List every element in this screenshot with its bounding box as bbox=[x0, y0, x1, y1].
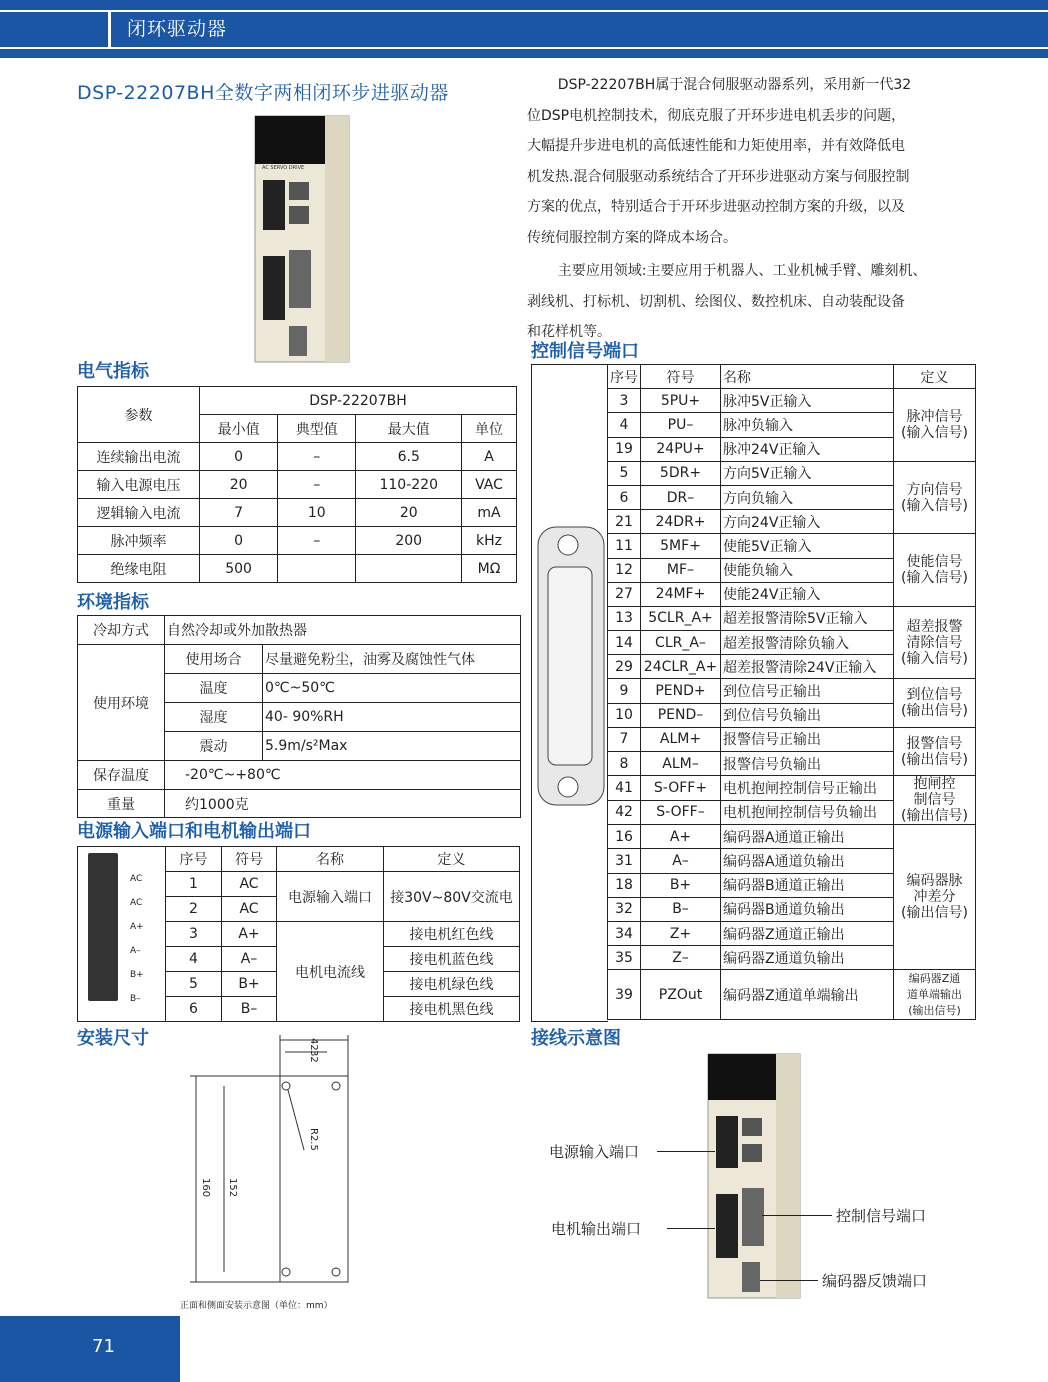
env-key: 温度 bbox=[165, 674, 263, 703]
cell: B– bbox=[641, 897, 721, 921]
table-row bbox=[608, 825, 976, 849]
group-definition: 方向信号 (输入信号) bbox=[894, 461, 976, 534]
electrical-table bbox=[77, 386, 517, 583]
cell: 方向负输入 bbox=[721, 485, 894, 509]
environment-heading: 环境指标 bbox=[77, 592, 149, 613]
def-power: 接30V~80V交流电 bbox=[384, 872, 520, 922]
terminal-label: A– bbox=[130, 946, 141, 956]
table-row bbox=[608, 534, 976, 558]
cell: 24CLR_A+ bbox=[641, 655, 721, 679]
table-row bbox=[78, 471, 517, 499]
param-label: 参数 bbox=[78, 387, 200, 443]
col-header: 最大值 bbox=[356, 415, 462, 443]
dim-w1: 42 bbox=[308, 1038, 319, 1051]
cell: 24PU+ bbox=[641, 437, 721, 461]
product-image bbox=[253, 114, 351, 364]
electrical-heading: 电气指标 bbox=[77, 361, 149, 382]
label-power-in: 电源输入端口 bbox=[549, 1143, 640, 1161]
table-row bbox=[608, 776, 976, 801]
desc-line: 机发热.混合伺服驱动系统结合了开环步进驱动方案与伺服控制 bbox=[527, 168, 910, 185]
cell: 使能24V正输入 bbox=[721, 582, 894, 606]
cell: 编码器B通道负输出 bbox=[721, 897, 894, 921]
label-motor-out: 电机输出端口 bbox=[551, 1220, 642, 1238]
name-power: 电源输入端口 bbox=[277, 872, 384, 922]
col-header: 名称 bbox=[721, 365, 894, 389]
use-env-label: 使用环境 bbox=[78, 645, 165, 761]
desc-line: 和花样机等。 bbox=[527, 324, 611, 340]
table-row bbox=[78, 555, 517, 583]
cell: 编码器Z通道单端输出 bbox=[721, 970, 894, 1020]
env-key: 湿度 bbox=[165, 703, 263, 732]
table-row bbox=[608, 606, 976, 630]
power-table bbox=[77, 846, 520, 1022]
cell: 5CLR_A+ bbox=[641, 606, 721, 630]
cell: 5 bbox=[608, 461, 641, 485]
col-header: 最小值 bbox=[200, 415, 278, 443]
cell: 0 bbox=[200, 443, 278, 471]
cell: 8 bbox=[608, 752, 641, 776]
db44-connector-image bbox=[531, 364, 608, 1022]
cell: 12 bbox=[608, 558, 641, 582]
cell: 编码器Z通道负输出 bbox=[721, 946, 894, 970]
table-row bbox=[608, 389, 976, 413]
group-definition: 抱闸控 制信号 (输出信号) bbox=[894, 776, 976, 825]
cell: 31 bbox=[608, 849, 641, 873]
cell: 接电机黑色线 bbox=[384, 997, 520, 1022]
cell: 报警信号正输出 bbox=[721, 727, 894, 751]
desc-line: 剥线机、打标机、切割机、绘图仪、数控机床、自动装配设备 bbox=[527, 293, 905, 310]
header-bar bbox=[0, 0, 1048, 58]
env-value: 0℃~50℃ bbox=[263, 674, 521, 703]
desc-line: DSP-22207BH属于混合伺服驱动器系列，采用新一代32 bbox=[557, 77, 912, 93]
group-definition: 编码器Z通 道单端输出 (输出信号) bbox=[894, 970, 976, 1020]
cell: 超差报警清除负输入 bbox=[721, 631, 894, 655]
dim-h2: 152 bbox=[227, 1178, 238, 1198]
install-caption: 正面和侧面安装示意图（单位：mm） bbox=[180, 1301, 333, 1311]
desc-line: 位DSP电机控制技术，彻底克服了开环步进电机丢步的问题， bbox=[527, 107, 906, 124]
table-row bbox=[78, 527, 517, 555]
col-header: 序号 bbox=[166, 847, 222, 872]
cell: 电机抱闸控制信号正输出 bbox=[721, 776, 894, 801]
dim-r: R2.5 bbox=[308, 1128, 319, 1151]
wiring-heading: 接线示意图 bbox=[531, 1028, 621, 1049]
col-header: 符号 bbox=[641, 365, 721, 389]
cell: 500 bbox=[200, 555, 278, 583]
cell: 编码器Z通道正输出 bbox=[721, 921, 894, 945]
row-name: 连续输出电流 bbox=[78, 443, 200, 471]
weight-value: 约1000克 bbox=[165, 790, 521, 818]
terminal-label: B– bbox=[130, 994, 141, 1004]
cell: 13 bbox=[608, 606, 641, 630]
cell: 脉冲5V正输入 bbox=[721, 389, 894, 413]
col-header: 符号 bbox=[222, 847, 277, 872]
cell: A– bbox=[222, 947, 277, 972]
row-name: 输入电源电压 bbox=[78, 471, 200, 499]
desc-line: 主要应用领域:主要应用于机器人、工业机械手臂、雕刻机、 bbox=[557, 263, 927, 279]
group-definition: 脉冲信号 (输入信号) bbox=[894, 389, 976, 462]
group-definition: 超差报警 清除信号 (输入信号) bbox=[894, 606, 976, 679]
desc-line: 大幅提升步进电机的高低速性能和力矩使用率，并有效降低电 bbox=[527, 138, 905, 154]
model-label: DSP-22207BH bbox=[200, 387, 517, 415]
cell: S-OFF+ bbox=[641, 776, 721, 801]
cell: 超差报警清除24V正输入 bbox=[721, 655, 894, 679]
cell: 到位信号正输出 bbox=[721, 679, 894, 703]
cell: B+ bbox=[641, 873, 721, 897]
cell: PEND+ bbox=[641, 679, 721, 703]
weight-label: 重量 bbox=[78, 790, 165, 818]
cell: – bbox=[278, 471, 356, 499]
cell: 报警信号负输出 bbox=[721, 752, 894, 776]
table-row bbox=[608, 727, 976, 751]
cell: 7 bbox=[200, 499, 278, 527]
cell: 200 bbox=[356, 527, 462, 555]
cell: 编码器B通道正输出 bbox=[721, 873, 894, 897]
cell: Z+ bbox=[641, 921, 721, 945]
cell: 接电机红色线 bbox=[384, 922, 520, 947]
group-definition: 报警信号 (输出信号) bbox=[894, 727, 976, 775]
table-row bbox=[608, 679, 976, 703]
cell: 16 bbox=[608, 825, 641, 849]
cell: 5DR+ bbox=[641, 461, 721, 485]
cell: – bbox=[278, 527, 356, 555]
cell: AC bbox=[222, 872, 277, 897]
cell: A bbox=[462, 443, 517, 471]
page-number: 71 bbox=[92, 1336, 115, 1357]
cell: 接电机绿色线 bbox=[384, 972, 520, 997]
cell: MF– bbox=[641, 558, 721, 582]
env-key: 使用场合 bbox=[165, 645, 263, 674]
cell: mA bbox=[462, 499, 517, 527]
row-name: 绝缘电阻 bbox=[78, 555, 200, 583]
description bbox=[527, 70, 992, 348]
cell: 21 bbox=[608, 510, 641, 534]
cell bbox=[356, 555, 462, 583]
table-row bbox=[608, 461, 976, 485]
col-header: 单位 bbox=[462, 415, 517, 443]
cell: 5MF+ bbox=[641, 534, 721, 558]
cell: 27 bbox=[608, 582, 641, 606]
row-name: 脉冲频率 bbox=[78, 527, 200, 555]
storage-label: 保存温度 bbox=[78, 761, 165, 790]
group-definition: 使能信号 (输入信号) bbox=[894, 534, 976, 607]
cell: ALM– bbox=[641, 752, 721, 776]
cell: 6.5 bbox=[356, 443, 462, 471]
cell: 接电机蓝色线 bbox=[384, 947, 520, 972]
cell: 39 bbox=[608, 970, 641, 1020]
cell: 超差报警清除5V正输入 bbox=[721, 606, 894, 630]
cell: 3 bbox=[166, 922, 222, 947]
terminal-label: B+ bbox=[130, 970, 144, 980]
terminal-label: AC bbox=[130, 898, 143, 908]
cell: 2 bbox=[166, 897, 222, 922]
env-value: 5.9m/s²Max bbox=[263, 732, 521, 761]
install-drawing bbox=[180, 1030, 380, 1310]
env-value: 40- 90%RH bbox=[263, 703, 521, 732]
col-header: 典型值 bbox=[278, 415, 356, 443]
control-heading: 控制信号端口 bbox=[531, 341, 639, 362]
cell: 10 bbox=[608, 703, 641, 727]
cell: 18 bbox=[608, 873, 641, 897]
label-encoder: 编码器反馈端口 bbox=[822, 1272, 928, 1290]
cell: Z– bbox=[641, 946, 721, 970]
cell: PZOut bbox=[641, 970, 721, 1020]
col-header: 名称 bbox=[277, 847, 384, 872]
col-header: 序号 bbox=[608, 365, 641, 389]
storage-value: -20℃~+80℃ bbox=[165, 761, 521, 790]
terminal-block bbox=[78, 847, 166, 1022]
cell: CLR_A– bbox=[641, 631, 721, 655]
environment-table bbox=[77, 615, 521, 818]
cell: B+ bbox=[222, 972, 277, 997]
table-row bbox=[78, 499, 517, 527]
cell: 6 bbox=[166, 997, 222, 1022]
power-heading: 电源输入端口和电机输出端口 bbox=[77, 821, 311, 842]
dim-w2: 32 bbox=[308, 1050, 319, 1063]
cell: – bbox=[278, 443, 356, 471]
group-definition: 到位信号 (输出信号) bbox=[894, 679, 976, 727]
cell: A+ bbox=[641, 825, 721, 849]
cell: AC bbox=[222, 897, 277, 922]
cell: B– bbox=[222, 997, 277, 1022]
cell: MΩ bbox=[462, 555, 517, 583]
cell: 24MF+ bbox=[641, 582, 721, 606]
cell: PU– bbox=[641, 413, 721, 437]
table-row bbox=[78, 443, 517, 471]
cell: 方向24V正输入 bbox=[721, 510, 894, 534]
cell: 电机抱闸控制信号负输出 bbox=[721, 800, 894, 825]
cell: 到位信号负输出 bbox=[721, 703, 894, 727]
cell: 42 bbox=[608, 800, 641, 825]
cooling-label: 冷却方式 bbox=[78, 616, 165, 645]
wiring-device-image bbox=[706, 1052, 802, 1300]
cell: 41 bbox=[608, 776, 641, 801]
name-motor: 电机电流线 bbox=[277, 922, 384, 1022]
cell: 5PU+ bbox=[641, 389, 721, 413]
cell bbox=[278, 555, 356, 583]
cell: 编码器A通道负输出 bbox=[721, 849, 894, 873]
cell: PEND– bbox=[641, 703, 721, 727]
header-title: 闭环驱动器 bbox=[127, 18, 228, 40]
cell: DR– bbox=[641, 485, 721, 509]
cell: A+ bbox=[222, 922, 277, 947]
label-control: 控制信号端口 bbox=[836, 1207, 927, 1225]
cell: 9 bbox=[608, 679, 641, 703]
cell: 5 bbox=[166, 972, 222, 997]
cell: 34 bbox=[608, 921, 641, 945]
cell: 使能负输入 bbox=[721, 558, 894, 582]
control-table bbox=[607, 364, 976, 1020]
cell: 方向5V正输入 bbox=[721, 461, 894, 485]
cell: 11 bbox=[608, 534, 641, 558]
cooling-value: 自然冷却或外加散热器 bbox=[165, 616, 521, 645]
cell: 6 bbox=[608, 485, 641, 509]
product-title: DSP-22207BH全数字两相闭环步进驱动器 bbox=[77, 82, 449, 104]
env-key: 震动 bbox=[165, 732, 263, 761]
svg-text:AC SERVO DRIVE: AC SERVO DRIVE bbox=[262, 165, 305, 171]
cell: 20 bbox=[356, 499, 462, 527]
cell: 0 bbox=[200, 527, 278, 555]
terminal-label: A+ bbox=[130, 922, 144, 932]
cell: 编码器A通道正输出 bbox=[721, 825, 894, 849]
cell: 19 bbox=[608, 437, 641, 461]
cell: 脉冲24V正输入 bbox=[721, 437, 894, 461]
group-definition: 编码器脉 冲差分 (输出信号) bbox=[894, 825, 976, 970]
table-row bbox=[608, 970, 976, 1020]
cell: 使能5V正输入 bbox=[721, 534, 894, 558]
cell: A– bbox=[641, 849, 721, 873]
col-header: 定义 bbox=[894, 365, 976, 389]
cell: 4 bbox=[166, 947, 222, 972]
cell: 3 bbox=[608, 389, 641, 413]
page-number-block bbox=[0, 1316, 180, 1382]
cell: VAC bbox=[462, 471, 517, 499]
cell: 14 bbox=[608, 631, 641, 655]
cell: 29 bbox=[608, 655, 641, 679]
cell: 35 bbox=[608, 946, 641, 970]
cell: 32 bbox=[608, 897, 641, 921]
cell: S-OFF– bbox=[641, 800, 721, 825]
cell: 7 bbox=[608, 727, 641, 751]
desc-line: 方案的优点，特别适合于开环步进驱动控制方案的升级，以及 bbox=[527, 199, 905, 215]
row-name: 逻辑输入电流 bbox=[78, 499, 200, 527]
cell: 10 bbox=[278, 499, 356, 527]
env-value: 尽量避免粉尘，油雾及腐蚀性气体 bbox=[263, 645, 521, 674]
terminal-label: AC bbox=[130, 874, 143, 884]
col-header: 定义 bbox=[384, 847, 520, 872]
cell: 4 bbox=[608, 413, 641, 437]
cell: kHz bbox=[462, 527, 517, 555]
cell: 脉冲负输入 bbox=[721, 413, 894, 437]
cell: ALM+ bbox=[641, 727, 721, 751]
desc-line: 传统伺服控制方案的降成本场合。 bbox=[527, 229, 737, 246]
cell: 1 bbox=[166, 872, 222, 897]
install-heading: 安装尺寸 bbox=[77, 1028, 149, 1049]
cell: 24DR+ bbox=[641, 510, 721, 534]
cell: 110-220 bbox=[356, 471, 462, 499]
dim-h1: 160 bbox=[200, 1178, 211, 1198]
cell: 20 bbox=[200, 471, 278, 499]
